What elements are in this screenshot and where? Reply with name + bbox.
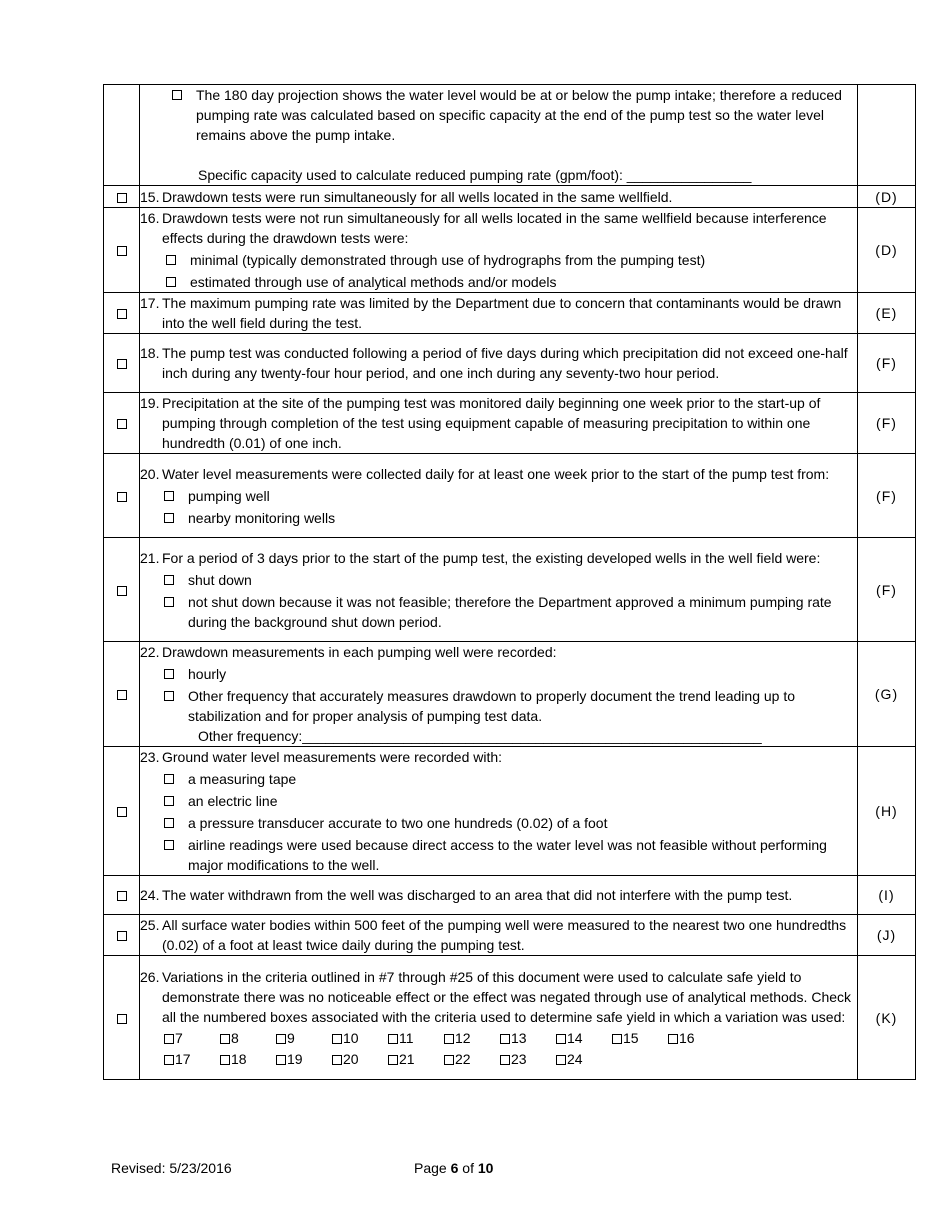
page-number <box>414 1160 493 1176</box>
item-number: 17. <box>140 295 160 311</box>
criteria-checkbox[interactable] <box>556 1034 566 1044</box>
option-text: a measuring tape <box>188 771 297 787</box>
reference-code: (H) <box>858 747 916 876</box>
criteria-checkbox[interactable] <box>276 1034 286 1044</box>
item-text: Drawdown measurements in each pumping well were recorded: <box>162 644 557 660</box>
criteria-number: 13 <box>511 1029 527 1046</box>
table-row <box>104 85 916 186</box>
option-checkbox[interactable] <box>166 277 176 287</box>
empty-cell <box>858 85 916 186</box>
option-checkbox[interactable] <box>164 796 174 806</box>
row-checkbox[interactable] <box>117 690 127 700</box>
item-number: 23. <box>140 749 160 765</box>
table-row <box>104 208 916 293</box>
reference-code: (I) <box>858 876 916 915</box>
table-row <box>104 454 916 538</box>
page-current: 6 <box>450 1160 459 1176</box>
criteria-number: 23 <box>511 1050 527 1067</box>
criteria-box-item[interactable] <box>164 1028 220 1048</box>
item-number: 25. <box>140 917 160 933</box>
row-checkbox[interactable] <box>117 807 127 817</box>
option-checkbox[interactable] <box>164 513 174 523</box>
row-body <box>140 642 858 747</box>
reference-code: (F) <box>858 538 916 642</box>
criteria-number: 18 <box>231 1050 247 1067</box>
criteria-box-item[interactable] <box>556 1049 612 1069</box>
table-row <box>104 393 916 454</box>
item-number: 15. <box>140 188 160 205</box>
criteria-box-item[interactable] <box>444 1028 500 1048</box>
criteria-number: 22 <box>455 1050 471 1067</box>
table-row <box>104 915 916 956</box>
criteria-checkbox[interactable] <box>500 1034 510 1044</box>
item-number: 16. <box>140 210 160 226</box>
item-text: Drawdown tests were run simultaneously for all wells located in the same wellfield. <box>162 188 673 205</box>
row-body <box>140 393 858 454</box>
criteria-number: 10 <box>343 1029 359 1046</box>
criteria-number: 14 <box>567 1029 583 1046</box>
criteria-box-item[interactable] <box>500 1028 556 1048</box>
table-row <box>104 956 916 1080</box>
criteria-box-item[interactable] <box>444 1049 500 1069</box>
table-row <box>104 538 916 642</box>
criteria-checkbox[interactable] <box>276 1055 286 1065</box>
item-text: Precipitation at the site of the pumping test was monitored daily beginning one week prior to the start-up of pumping through completion of the test using equipment capable of measuring precipitation to within one hundredth (0.01) of one inch. <box>162 395 821 451</box>
reference-code: (F) <box>858 334 916 393</box>
criteria-box-item[interactable] <box>276 1028 332 1048</box>
other-frequency-line[interactable]: Other frequency:___________________________________________________________ <box>198 728 762 744</box>
criteria-checkbox[interactable] <box>388 1034 398 1044</box>
criteria-box-item[interactable] <box>332 1028 388 1048</box>
criteria-checkbox[interactable] <box>332 1034 342 1044</box>
item-text: The water withdrawn from the well was discharged to an area that did not interfere with the pump test. <box>162 887 793 903</box>
row-checkbox[interactable] <box>117 419 127 429</box>
reference-code: (J) <box>858 915 916 956</box>
option-checkbox[interactable] <box>164 691 174 701</box>
criteria-box-item[interactable] <box>276 1049 332 1069</box>
criteria-number: 11 <box>399 1029 414 1046</box>
row-checkbox[interactable] <box>117 359 127 369</box>
empty-cell <box>104 85 140 186</box>
criteria-box-item[interactable] <box>164 1049 220 1069</box>
option-text: nearby monitoring wells <box>188 509 336 526</box>
criteria-box-item[interactable] <box>332 1049 388 1069</box>
reference-code: (D) <box>858 208 916 293</box>
reference-code: (K) <box>858 956 916 1080</box>
option-checkbox[interactable] <box>164 597 174 607</box>
option-text: airline readings were used because direct access to the water level was not feasible without performing major modifications to the well. <box>188 837 827 873</box>
option-checkbox[interactable] <box>164 669 174 679</box>
option-checkbox[interactable] <box>164 774 174 784</box>
option-text: The 180 day projection shows the water level would be at or below the pump intake; therefore a reduced pumping rate was calculated based on specific capacity at the end of the pump test so the water level remains above the pump intake. <box>196 87 842 143</box>
reference-code: (D) <box>858 186 916 208</box>
row-body <box>140 915 858 956</box>
option-text: Other frequency that accurately measures drawdown to properly document the trend leading up to stabilization and for proper analysis of pumping test data. <box>188 688 796 724</box>
row-checkbox[interactable] <box>117 891 127 901</box>
row-body <box>140 85 858 186</box>
criteria-number: 24 <box>567 1050 583 1067</box>
row-checkbox[interactable] <box>117 246 127 256</box>
row-checkbox[interactable] <box>117 492 127 502</box>
criteria-table <box>103 84 916 1080</box>
criteria-checkbox[interactable] <box>500 1055 510 1065</box>
option-checkbox[interactable] <box>164 575 174 585</box>
row-checkbox[interactable] <box>117 931 127 941</box>
criteria-number: 19 <box>287 1050 303 1067</box>
page-of: of <box>458 1160 478 1176</box>
row-checkbox[interactable] <box>117 309 127 319</box>
item-text: Ground water level measurements were recorded with: <box>162 749 503 765</box>
row-checkbox[interactable] <box>117 586 127 596</box>
option-text: hourly <box>188 666 227 682</box>
option-checkbox[interactable] <box>164 491 174 501</box>
option-text: a pressure transducer accurate to two one hundreds (0.02) of a foot <box>188 815 608 831</box>
criteria-box-item[interactable] <box>668 1028 724 1048</box>
criteria-checkbox[interactable] <box>220 1055 230 1065</box>
row-checkbox[interactable] <box>117 1014 127 1024</box>
item-number: 24. <box>140 887 160 903</box>
option-checkbox[interactable] <box>164 840 174 850</box>
item-number: 21. <box>140 549 160 566</box>
item-text: The pump test was conducted following a period of five days during which precipitation did not exceed one-half inch during any twenty-four hour period, and one inch during any seventy-two hour period. <box>162 345 848 381</box>
specific-capacity-line[interactable]: Specific capacity used to calculate reduced pumping rate (gpm/foot): ________________ <box>198 167 752 183</box>
item-text: All surface water bodies within 500 feet of the pumping well were measured to the nearest two one hundredths (0.02) of a foot at least twice daily during the pumping test. <box>162 917 847 953</box>
criteria-checkbox[interactable] <box>332 1055 342 1065</box>
reference-code: (F) <box>858 393 916 454</box>
criteria-number: 16 <box>679 1029 695 1046</box>
criteria-box-item[interactable] <box>556 1028 612 1048</box>
criteria-number: 17 <box>175 1050 191 1067</box>
criteria-number: 15 <box>623 1029 639 1046</box>
row-body <box>140 454 858 538</box>
item-text: The maximum pumping rate was limited by the Department due to concern that contaminants would be drawn into the well field during the test. <box>162 295 842 331</box>
option-text: pumping well <box>188 487 270 504</box>
row-body <box>140 956 858 1080</box>
option-text: an electric line <box>188 793 278 809</box>
page-total: 10 <box>477 1160 494 1176</box>
criteria-checkbox[interactable] <box>388 1055 398 1065</box>
criteria-box-item[interactable] <box>220 1028 276 1048</box>
table-row <box>104 642 916 747</box>
option-text: shut down <box>188 571 252 588</box>
reference-code: (E) <box>858 293 916 334</box>
item-number: 26. <box>140 968 160 985</box>
criteria-checkbox[interactable] <box>444 1034 454 1044</box>
table-row <box>104 186 916 208</box>
criteria-number: 9 <box>287 1029 295 1046</box>
reference-code: (F) <box>858 454 916 538</box>
criteria-checkbox[interactable] <box>556 1055 566 1065</box>
criteria-checkbox[interactable] <box>220 1034 230 1044</box>
criteria-checkbox[interactable] <box>164 1055 174 1065</box>
option-text: not shut down because it was not feasible; therefore the Department approved a minimum pumping rate during the background shut down period. <box>188 593 832 630</box>
row-body <box>140 747 858 876</box>
table-row <box>104 747 916 876</box>
criteria-checkbox[interactable] <box>668 1034 678 1044</box>
criteria-box-item[interactable] <box>612 1028 668 1048</box>
criteria-number: 7 <box>175 1029 183 1046</box>
criteria-number: 12 <box>455 1029 471 1046</box>
criteria-box-item[interactable] <box>388 1049 444 1069</box>
revised-date: Revised: 5/23/2016 <box>111 1160 232 1176</box>
item-number: 18. <box>140 345 160 361</box>
criteria-checkbox[interactable] <box>164 1034 174 1044</box>
option-text: estimated through use of analytical methods and/or models <box>190 274 557 290</box>
row-body <box>140 538 858 642</box>
page-prefix: Page <box>414 1160 451 1176</box>
criteria-boxes-row-2 <box>140 1049 857 1069</box>
criteria-boxes-row-1 <box>140 1028 857 1048</box>
item-text: Water level measurements were collected daily for at least one week prior to the start of the pump test from: <box>162 465 830 482</box>
criteria-box-item[interactable] <box>500 1049 556 1069</box>
item-number: 19. <box>140 395 160 411</box>
option-checkbox[interactable] <box>166 255 176 265</box>
row-body <box>140 293 858 334</box>
criteria-number: 21 <box>399 1050 415 1067</box>
criteria-number: 20 <box>343 1050 359 1067</box>
criteria-number: 8 <box>231 1029 239 1046</box>
option-text: minimal (typically demonstrated through use of hydrographs from the pumping test) <box>190 252 706 268</box>
checkbox[interactable] <box>172 90 182 100</box>
table-row <box>104 876 916 915</box>
item-text: Variations in the criteria outlined in #7 through #25 of this document were used to calculate safe yield to demonstrate there was no noticeable effect or the effect was negated through use of analytical methods. Check all the numbered boxes associated with the criteria used to determine safe yield in which a variation was used: <box>162 968 852 1025</box>
item-number: 20. <box>140 465 160 482</box>
row-checkbox[interactable] <box>117 193 127 203</box>
criteria-box-item[interactable] <box>220 1049 276 1069</box>
item-number: 22. <box>140 644 160 660</box>
table-row <box>104 334 916 393</box>
item-text: Drawdown tests were not run simultaneously for all wells located in the same wellfield because interference effects during the drawdown tests were: <box>162 210 827 246</box>
criteria-checkbox[interactable] <box>612 1034 622 1044</box>
reference-code: (G) <box>858 642 916 747</box>
criteria-box-item[interactable] <box>388 1028 444 1048</box>
item-text: For a period of 3 days prior to the start of the pump test, the existing developed wells in the well field were: <box>162 549 821 566</box>
row-body <box>140 208 858 293</box>
row-body <box>140 186 858 208</box>
criteria-checkbox[interactable] <box>444 1055 454 1065</box>
row-body <box>140 876 858 915</box>
table-row <box>104 293 916 334</box>
option-checkbox[interactable] <box>164 818 174 828</box>
row-body <box>140 334 858 393</box>
